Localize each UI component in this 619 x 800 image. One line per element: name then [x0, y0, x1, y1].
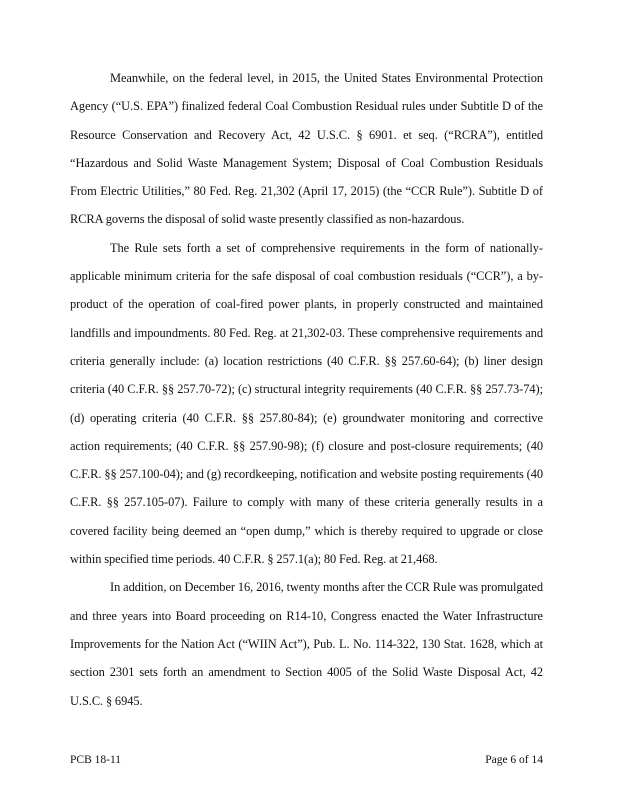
paragraph-wiin-act: In addition, on December 16, 2016, twenty months after the CCR Rule was promulgated and three years into Board proceeding on R14-10, Congress enacted the Water Infrastructure Improvements for the Nation Act (“WIIN Act”), Pub. L. No. 114-322, 130 Stat. 1628, which at section 2301 sets forth an amendment to Section 4005 of the Solid Waste Disposal Act, 42 U.S.C. § 6945.: [70, 580, 543, 708]
paragraph-rule-requirements: The Rule sets forth a set of comprehensive requirements in the form of nationally-applicable minimum criteria for the safe disposal of coal combustion residuals (“CCR”), a by-product of the operation of coal-fired power plants, in properly constructed and maintained landfills and impoundments. 80 Fed. Reg. at 21,302-03. These comprehensive requirements and criteria generally include: (a) location restrictions (40 C.F.R. §§ 257.60-64); (b) liner design criteria (40 C.F.R. §§ 257.70-72); (c) structural integrity requirements (40 C.F.R. §§ 257.73-74); (d) operating criteria (40 C.F.R. §§ 257.80-84); (e) groundwater monitoring and corrective action requirements; (40 C.F.R. §§ 257.90-98); (f) closure and post-closure requirements; (40 C.F.R. §§ 257.100-04); and (g) recordkeeping, notification and website posting requirements (40 C.F.R. §§ 257.105-07). Failure to comply with many of these criteria generally results in a covered facility being deemed an “open dump,” which is thereby required to upgrade or close within specified time periods. 40 C.F.R. § 257.1(a); 80 Fed. Reg. at 21,468.: [70, 240, 543, 567]
paragraph-federal-level: Meanwhile, on the federal level, in 2015, the United States Environmental Protection Agency (“U.S. EPA”) finalized federal Coal Combustion Residual rules under Subtitle D of the Resource Conservation and Recovery Act, 42 U.S.C. § 6901. et seq. (“RCRA”), entitled “Hazardous and Solid Waste Management System; Disposal of Coal Combustion Residuals From Electric Utilities,” 80 Fed. Reg. 21,302 (April 17, 2015) (the “CCR Rule”). Subtitle D of RCRA governs the disposal of solid waste presently classified as non-hazardous.: [70, 71, 543, 227]
footer-case-number: PCB 18-11: [70, 754, 122, 766]
document-body: [70, 64, 543, 715]
page-footer: [70, 754, 543, 766]
footer-page-number: Page 6 of 14: [485, 754, 543, 766]
